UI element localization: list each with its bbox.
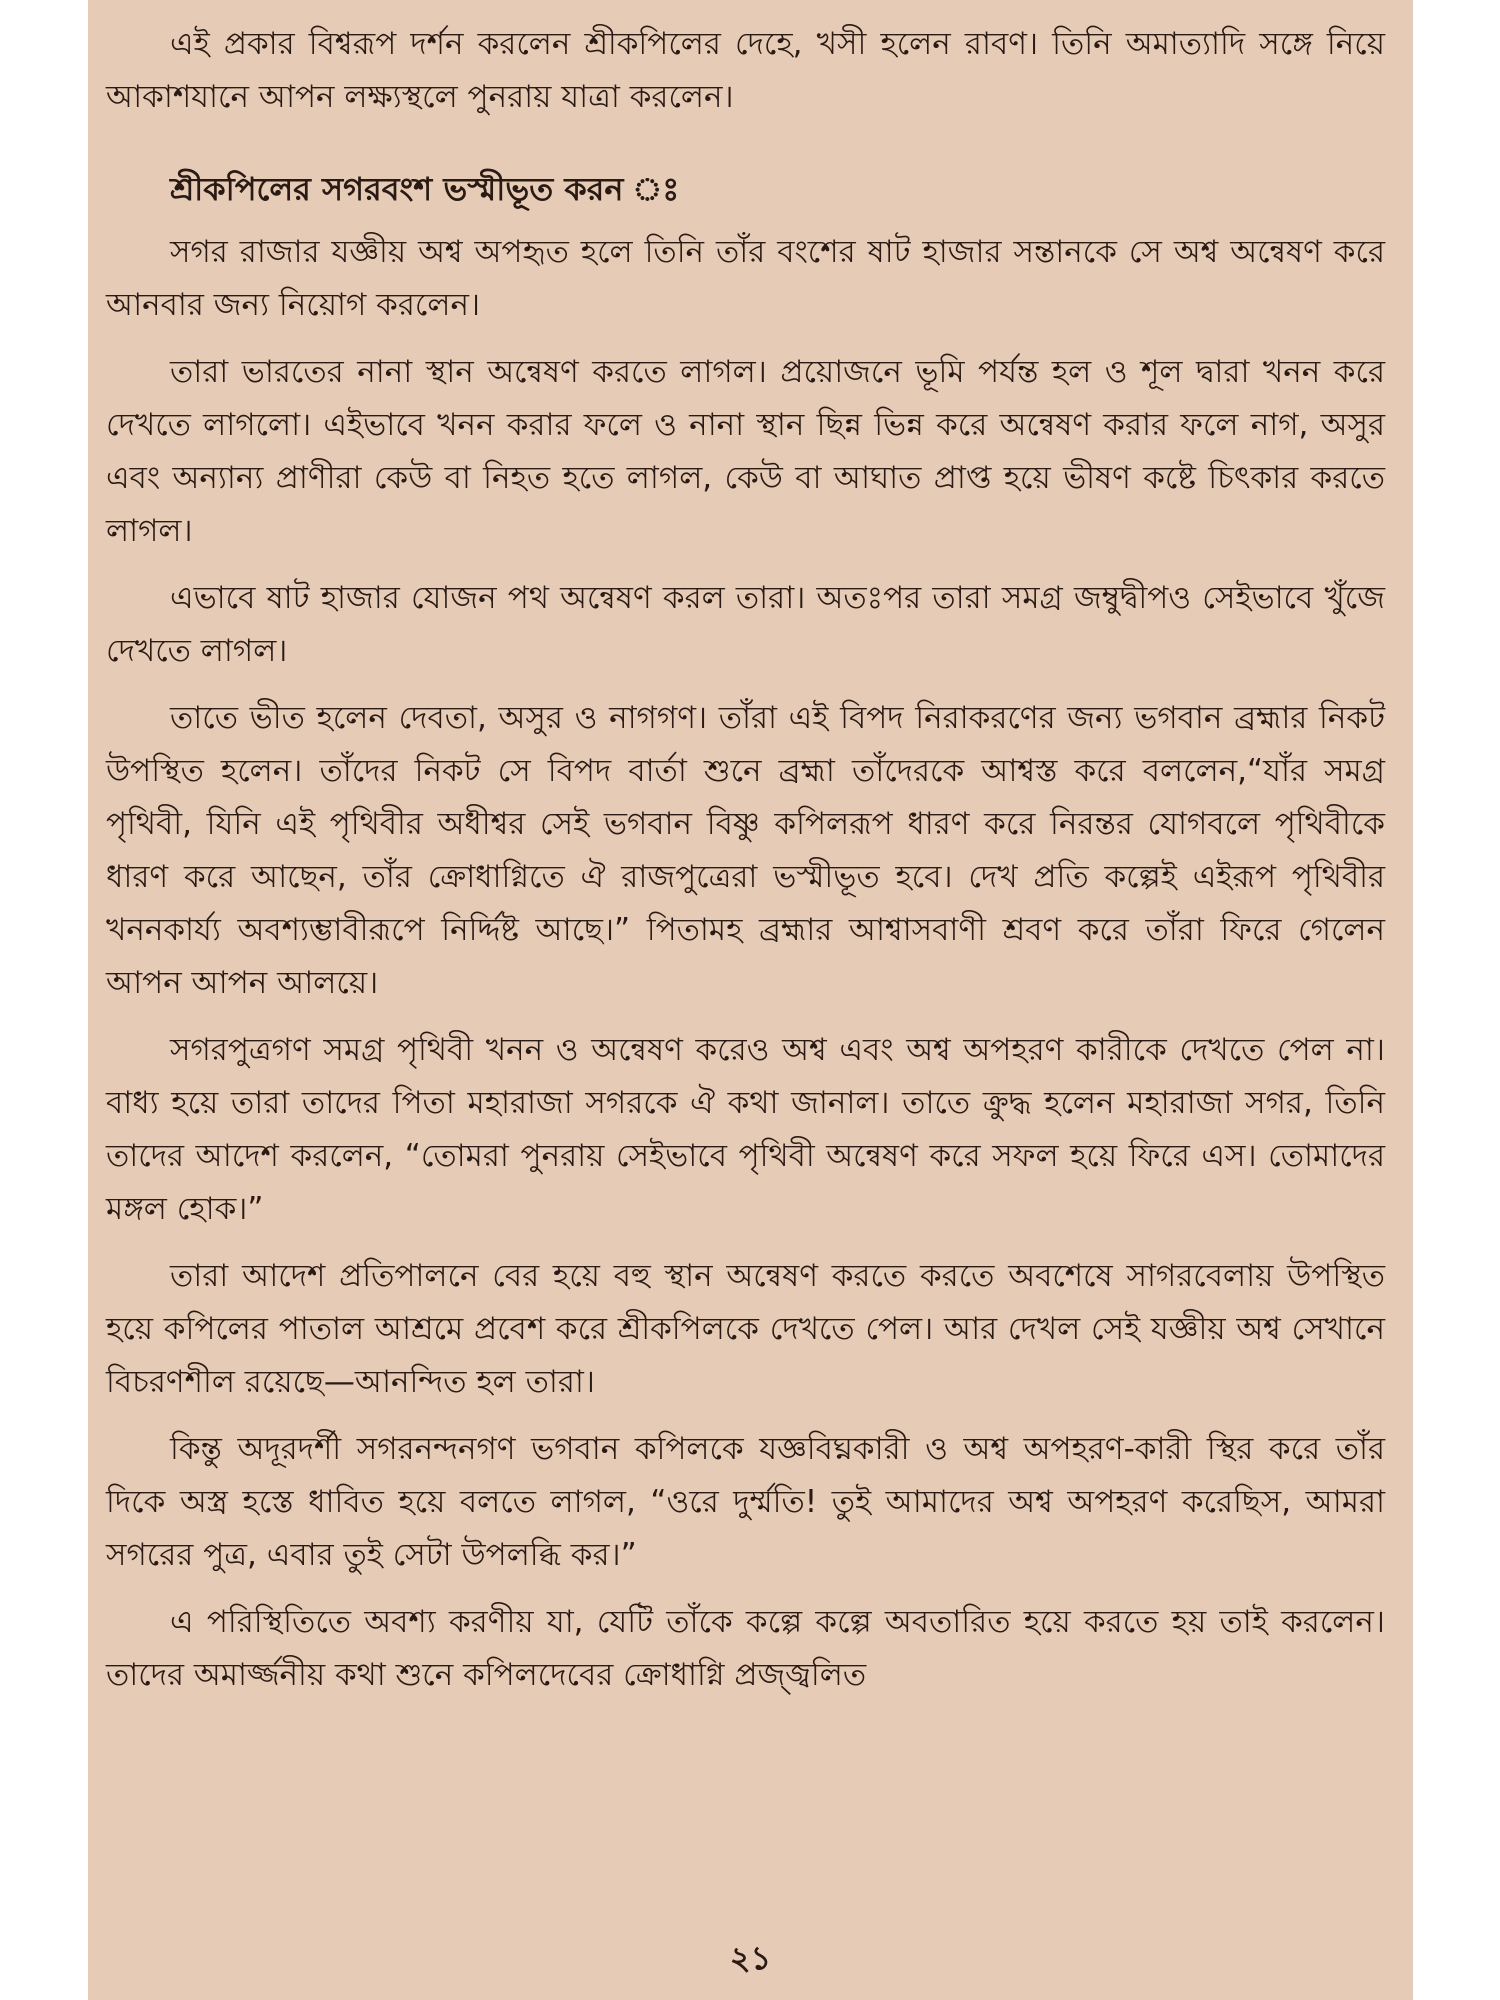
paragraph-5: সগরপুত্রগণ সমগ্র পৃথিবী খনন ও অন্বেষণ করেও অশ্ব এবং অশ্ব অপহরণ কারীকে দেখতে পেল না। বাধ্য হয়ে তারা তাদের পিতা মহারাজা সগরকে ঐ কথা জানাল। তাতে ক্রুদ্ধ হলেন মহারাজা সগর, তিনি তাদের আদেশ করলেন, “তোমরা পুনরায় সেইভাবে পৃথিবী অন্বেষণ করে সফল হয়ে ফিরে এস। তোমাদের মঙ্গল হোক।” <box>106 1032 1385 1227</box>
page-number: ২১ <box>729 1939 772 1977</box>
paragraph-1: সগর রাজার যজ্ঞীয় অশ্ব অপহৃত হলে তিনি তাঁর বংশের ষাট হাজার সন্তানকে সে অশ্ব অন্বেষণ করে আনবার জন্য নিয়োগ করলেন। <box>106 234 1385 323</box>
paragraph-2: তারা ভারতের নানা স্থান অন্বেষণ করতে লাগল। প্রয়োজনে ভূমি পর্যন্ত হল ও শূল দ্বারা খনন করে দেখতে লাগলো। এইভাবে খনন করার ফলে ও নানা স্থান ছিন্ন ভিন্ন করে অন্বেষণ করার ফলে নাগ, অসুর এবং অন্যান্য প্রাণীরা কেউ বা নিহত হতে লাগল, কেউ বা আঘাত প্রাপ্ত হয়ে ভীষণ কষ্টে চিৎকার করতে লাগল। <box>106 354 1385 549</box>
paragraph-3: এভাবে ষাট হাজার যোজন পথ অন্বেষণ করল তারা। অতঃপর তারা সমগ্র জম্বুদ্বীপও সেইভাবে খুঁজে দেখতে লাগল। <box>106 580 1385 669</box>
paragraph-7: কিন্তু অদূরদর্শী সগরনন্দনগণ ভগবান কপিলকে যজ্ঞবিঘ্নকারী ও অশ্ব অপহরণ-কারী স্থির করে তাঁর দিকে অস্ত্র হস্তে ধাবিত হয়ে বলতে লাগল, “ওরে দুর্ম্মতি! তুই আমাদের অশ্ব অপহরণ করেছিস, আমরা সগরের পুত্র, এবার তুই সেটা উপলব্ধি কর।” <box>106 1431 1385 1573</box>
section-heading: শ্রীকপিলের সগরবংশ ভস্মীভূত করন ঃ <box>170 170 680 208</box>
paragraph-8: এ পরিস্থিতিতে অবশ্য করণীয় যা, যেটি তাঁকে কল্পে কল্পে অবতারিত হয়ে করতে হয় তাই করলেন। তাদের অমার্জ্জনীয় কথা শুনে কপিলদেবের ক্রোধাগ্নি প্রজ্জ্বলিত <box>106 1604 1385 1693</box>
book-page <box>88 0 1413 2000</box>
paragraph-6: তারা আদেশ প্রতিপালনে বের হয়ে বহু স্থান অন্বেষণ করতে করতে অবশেষে সাগরবেলায় উপস্থিত হয়ে কপিলের পাতাল আশ্রমে প্রবেশ করে শ্রীকপিলকে দেখতে পেল। আর দেখল সেই যজ্ঞীয় অশ্ব সেখানে বিচরণশীল রয়েছে—আনন্দিত হল তারা। <box>106 1258 1385 1400</box>
paragraph-intro: এই প্রকার বিশ্বরূপ দর্শন করলেন শ্রীকপিলের দেহে, খসী হলেন রাবণ। তিনি অমাত্যাদি সঙ্গে নিয়ে আকাশযানে আপন লক্ষ্যস্থলে পুনরায় যাত্রা করলেন। <box>106 26 1385 115</box>
paragraph-4: তাতে ভীত হলেন দেবতা, অসুর ও নাগগণ। তাঁরা এই বিপদ নিরাকরণের জন্য ভগবান ব্রহ্মার নিকট উপস্থিত হলেন। তাঁদের নিকট সে বিপদ বার্তা শুনে ব্রহ্মা তাঁদেরকে আশ্বস্ত করে বললেন,“যাঁর সমগ্র পৃথিবী, যিনি এই পৃথিবীর অধীশ্বর সেই ভগবান বিষ্ণু কপিলরূপ ধারণ করে নিরন্তর যোগবলে পৃথিবীকে ধারণ করে আছেন, তাঁর ক্রোধাগ্নিতে ঐ রাজপুত্রেরা ভস্মীভূত হবে। দেখ প্রতি কল্পেই এইরূপ পৃথিবীর খননকার্য্য অবশ্যম্ভাবীরূপে নির্দ্দিষ্ট আছে।” পিতামহ ব্রহ্মার আশ্বাসবাণী শ্রবণ করে তাঁরা ফিরে গেলেন আপন আপন আলয়ে। <box>106 700 1385 1001</box>
